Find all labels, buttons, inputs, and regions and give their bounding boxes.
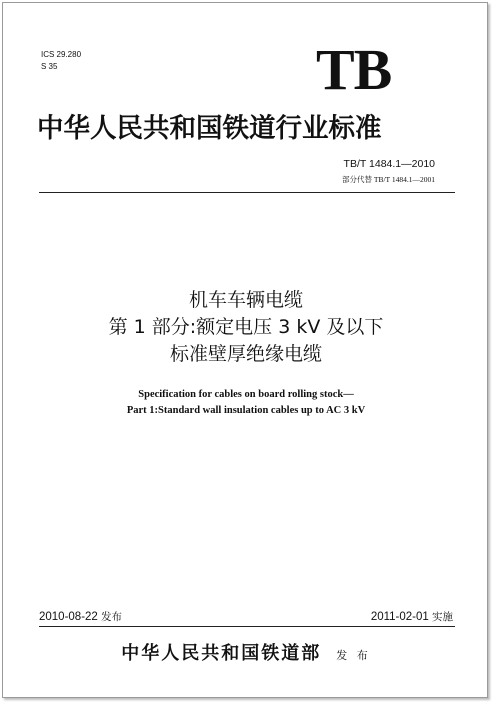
issue-date <box>39 610 122 624</box>
classification-codes <box>41 49 81 73</box>
document-title-line-1: 机车车辆电缆 <box>188 289 303 311</box>
footer-divider <box>39 626 455 627</box>
document-title-line-3: 标准壁厚绝缘电缆 <box>169 343 322 365</box>
document-title-line-2: 第 1 部分:额定电压 3 kV 及以下 <box>108 316 384 338</box>
effective-date <box>371 610 453 624</box>
issuer-suffix: 发 布 <box>336 649 371 662</box>
ccs-code: S 35 <box>41 62 58 71</box>
replaces-note: 部分代替 TB/T 1484.1—2001 <box>342 175 435 184</box>
header-divider <box>39 192 455 193</box>
issuer <box>3 639 489 665</box>
standard-category-title: 中华人民共和国铁道行业标准 <box>37 113 382 144</box>
effective-date-suffix: 实施 <box>432 611 453 623</box>
issue-date-value: 2010-08-22 <box>39 611 98 623</box>
english-title-line-2: Part 1:Standard wall insulation cables up to AC 3 kV <box>126 405 366 416</box>
effective-date-value: 2011-02-01 <box>370 611 429 623</box>
standard-number: TB/T 1484.1—2010 <box>343 158 435 170</box>
document-page <box>2 2 488 698</box>
issue-date-suffix: 发布 <box>101 611 123 623</box>
english-title-line-1: Specification for cables on board rolling stock— <box>138 389 354 400</box>
tb-logo: TB <box>316 37 392 102</box>
issuer-name: 中华人民共和国铁道部 <box>121 643 322 664</box>
ics-code: ICS 29.280 <box>41 50 82 59</box>
